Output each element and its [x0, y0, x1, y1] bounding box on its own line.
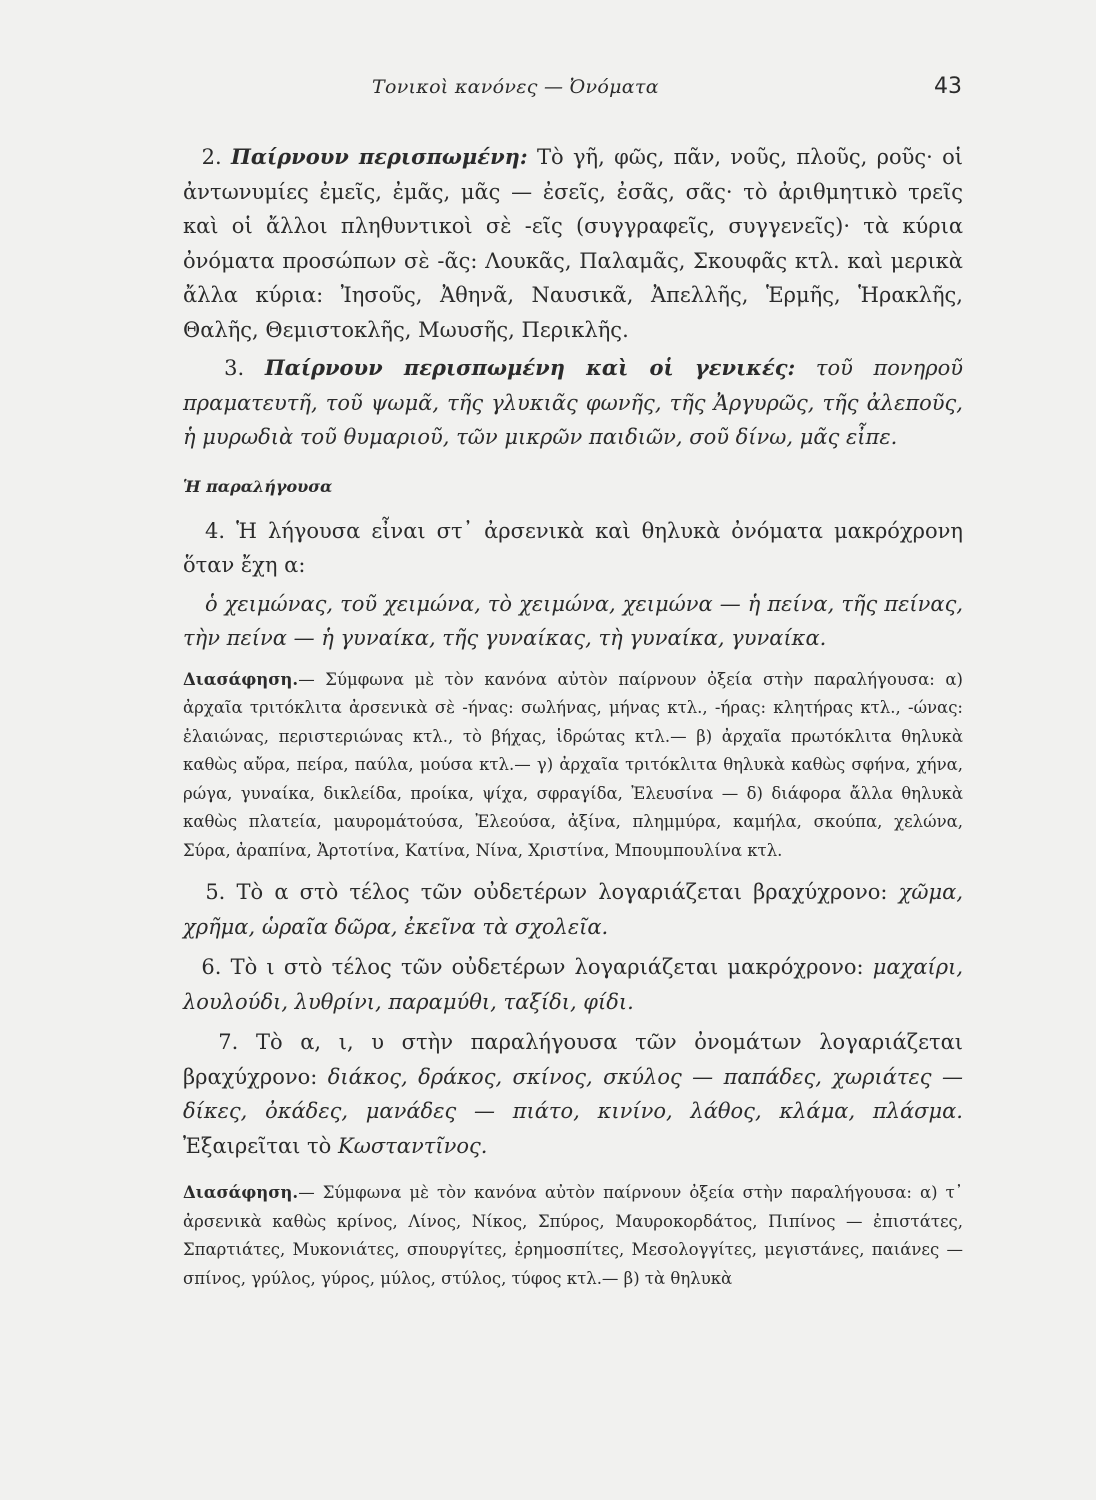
paragraph-examples: χῶμα, χρῆμα, ὡραῖα δῶρα, ἐκεῖνα τὰ σχολεῖα. — [183, 880, 963, 939]
exception-word: Κωσταντῖνος. — [338, 1133, 488, 1158]
page-number: 43 — [934, 74, 962, 99]
paragraph-4 — [183, 514, 963, 583]
paragraph-7 — [183, 1025, 963, 1163]
paragraph-examples: διάκος, δράκος, σκίνος, σκύλος — παπάδες, χωριάτες — δίκες, ὀκάδες, μανάδες — πιάτο, κινίνο, λάθος, κλάμα, πλάσμα. — [183, 1064, 963, 1123]
paragraph-text: τοῦ πονηροῦ πραματευτῆ, τοῦ ψωμᾶ, τῆς γλυκιᾶς φωνῆς, τῆς Ἀργυρῶς, τῆς ἀλεποῦς, ἡ μυρωδιὰ τοῦ θυμαριοῦ, τῶν μικρῶν παιδιῶν, σοῦ δίνω, μᾶς εἶπε. — [183, 356, 963, 449]
paragraph-3 — [183, 351, 963, 455]
paragraph-4-examples: ὁ χειμώνας, τοῦ χειμώνα, τὸ χειμώνα, χειμώνα — ἡ πείνα, τῆς πείνας, τὴν πείνα — ἡ γυναίκα, τῆς γυναίκας, τὴ γυναίκα, γυναίκα. — [183, 591, 963, 650]
section-subheading: Ἡ παραλήγουσα — [183, 476, 333, 496]
paragraph-number: 6. — [201, 955, 222, 979]
paragraph-text: Τὸ ι στὸ τέλος τῶν οὐδετέρων λογαριάζεται μακρόχρονο: — [230, 955, 864, 979]
paragraph-number: 7. — [218, 1030, 239, 1054]
running-title: Τονικοὶ κανόνες — Ὀνόματα — [372, 76, 659, 98]
paragraph-number: 4. — [205, 518, 226, 543]
paragraph-5 — [183, 875, 963, 944]
paragraph-heading: Παίρνουν περισπωμένη καὶ οἱ γενικές: — [264, 355, 796, 380]
paragraph-heading: Παίρνουν περισπωμένη: — [231, 144, 528, 169]
paragraph-text: Τὸ α στὸ τέλος τῶν οὐδετέρων λογαριάζεται βραχύχρονο: — [236, 880, 888, 904]
note-2 — [183, 1179, 963, 1293]
paragraph-number: 3. — [224, 356, 245, 380]
note-label: Διασάφηση. — [183, 669, 299, 689]
page-header — [0, 74, 1096, 108]
exception-text: Ἐξαιρεῖται τὸ — [183, 1133, 332, 1158]
paragraph-2 — [183, 140, 963, 347]
paragraph-number: 2. — [201, 145, 222, 169]
note-label: Διασάφηση. — [183, 1183, 299, 1202]
paragraph-text: Τὸ α, ι, υ στὴν παραλήγουσα τῶν ὀνομάτων λογαριάζεται βραχύχρονο: — [183, 1030, 963, 1089]
paragraph-text: Ἡ λήγουσα εἶναι στ᾿ ἀρσενικὰ καὶ θηλυκὰ ὀνόματα μακρόχρονη ὅταν ἔχη α: — [183, 518, 963, 577]
paragraph-examples: μαχαίρι, λουλούδι, λυθρίνι, παραμύθι, ταξίδι, φίδι. — [183, 955, 963, 1014]
paragraph-text: Τὸ γῆ, φῶς, πᾶν, νοῦς, πλοῦς, ροῦς· οἱ ἀντωνυμίες ἐμεῖς, ἐμᾶς, μᾶς — ἐσεῖς, ἐσᾶς, σᾶς· τὸ ἀριθμητικὸ τρεῖς καὶ οἱ ἄλλοι πληθυντικοὶ σὲ -εῖς (συγγραφεῖς, συγγενεῖς)· τὰ κύρια ὀνόματα προσώπων σὲ -ᾶς: Λουκᾶς, Παλαμᾶς, Σκουφᾶς κτλ. καὶ μερικὰ ἄλλα κύρια: Ἰησοῦς, Ἀθηνᾶ, Ναυσικᾶ, Ἀπελλῆς, Ἑρμῆς, Ἡρακλῆς, Θαλῆς, Θεμιστοκλῆς, Μωυσῆς, Περικλῆς. — [183, 145, 964, 342]
note-text: — Σύμφωνα μὲ τὸν κανόνα αὐτὸν παίρνουν ὀξεία στὴν παραλήγουσα: α) τ᾿ ἀρσενικὰ καθὼς κρίνος, Λίνος, Νίκος, Σπύρος, Μαυροκορδάτος, Πιπίνος — ἐπιστάτες, Σπαρτιάτες, Μυκονιάτες, σπουργίτες, ἐρημοσπίτες, Μεσολογγίτες, μεγιστάνες, παιάνες — σπίνος, γρύλος, γύρος, μύλος, στύλος, τύφος κτλ.— β) τὰ θηλυκὰ — [183, 1183, 963, 1288]
page-body — [183, 140, 963, 1293]
paragraph-6 — [183, 950, 963, 1019]
note-text: — Σύμφωνα μὲ τὸν κανόνα αὐτὸν παίρνουν ὀξεία στὴν παραλήγουσα: α) ἀρχαῖα τριτόκλιτα ἀρσενικὰ σὲ -ήνας: σωλήνας, μήνας κτλ., -ήρας: κλητήρας κτλ., -ώνας: ἐλαιώνας, περιστεριώνας κτλ., τὸ βήχας, ἱδρώτας κτλ.— β) ἀρχαῖα πρωτόκλιτα θηλυκὰ καθὼς αὔρα, πείρα, παύλα, μούσα κτλ.— γ) ἀρχαῖα τριτόκλιτα θηλυκὰ καθὼς σφήνα, χήνα, ρώγα, γυναίκα, δικλείδα, προίκα, ψίχα, σφραγίδα, Ἐλευσίνα — δ) διάφορα ἄλλα θηλυκὰ καθὼς πλατεία, μαυρομάτούσα, Ἐλεούσα, ἀξίνα, πλημμύρα, καμήλα, σκούπα, χελώνα, Σύρα, ἀραπίνα, Ἀρτοτίνα, Κατίνα, Νίνα, Χριστίνα, Μπουμπουλίνα κτλ. — [183, 669, 963, 860]
note-1 — [183, 666, 963, 866]
paragraph-number: 5. — [205, 880, 226, 904]
